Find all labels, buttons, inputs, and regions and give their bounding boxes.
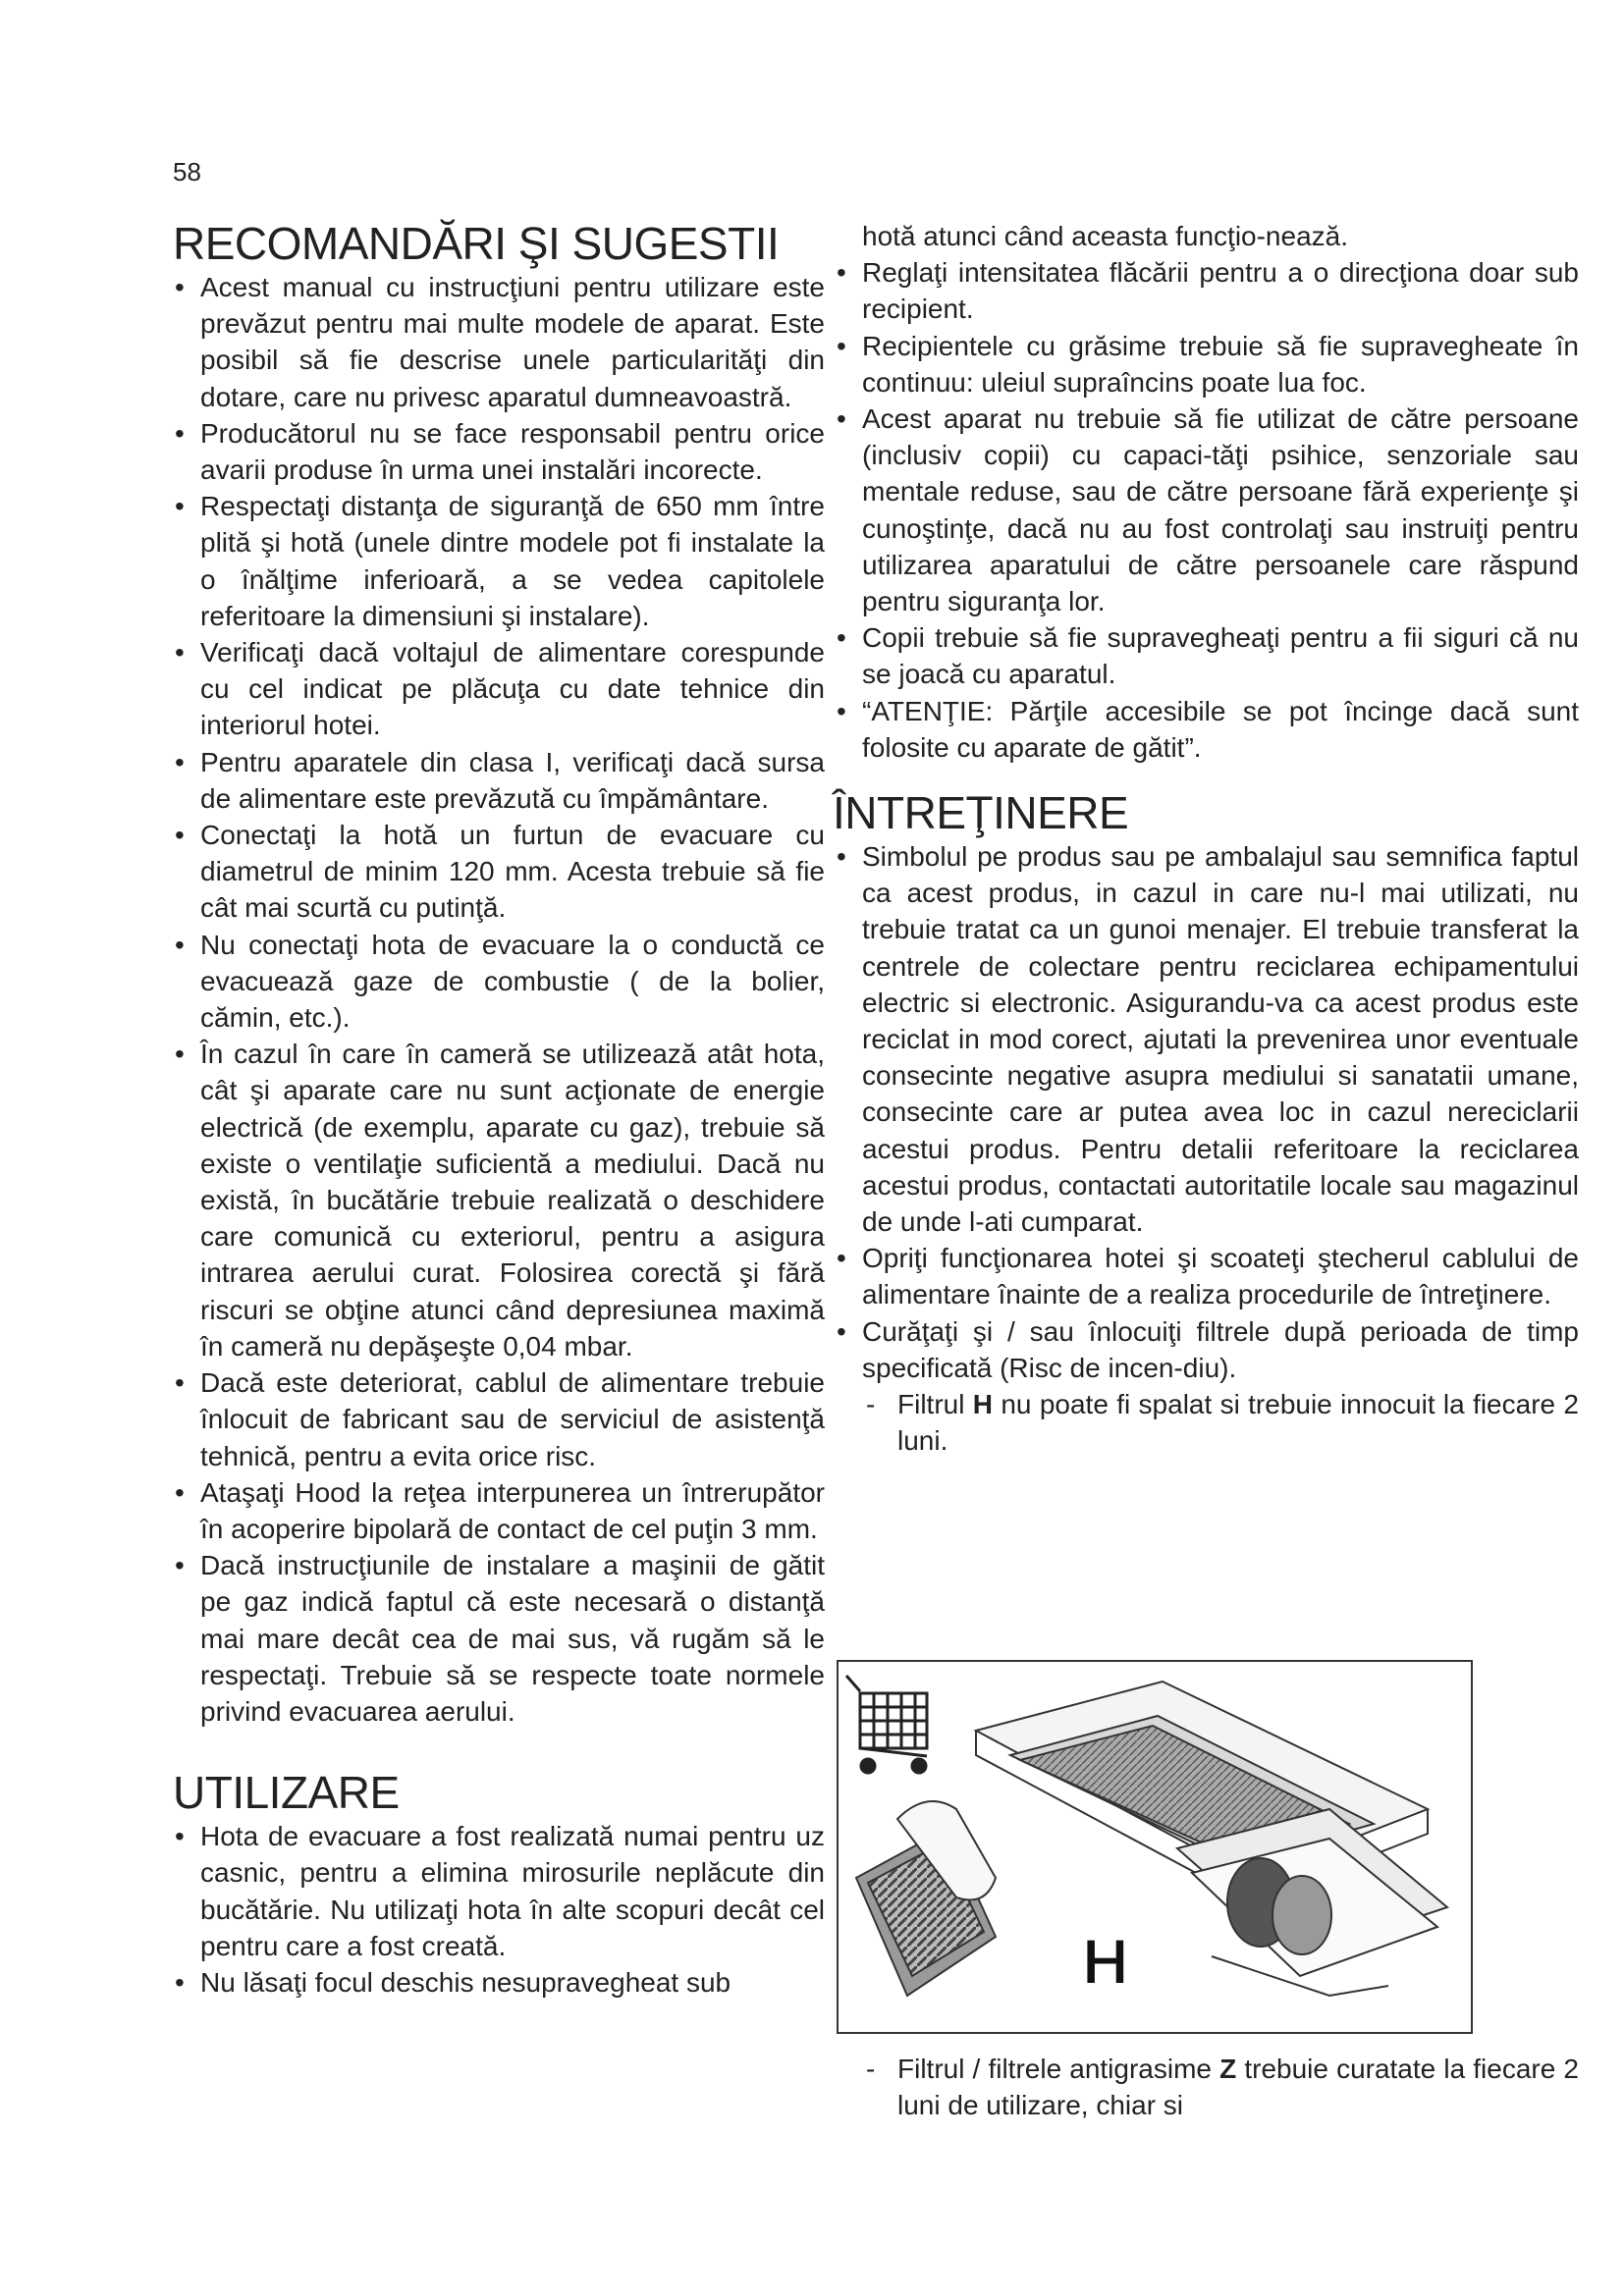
hood-filter-drawing xyxy=(839,1662,1471,2032)
figure-label-h: H xyxy=(1082,1925,1129,1998)
list-item: • Opriţi funcţionarea hotei şi scoateţi ştecherul cablului de alimentare înainte de a realiza procedurile de întreţinere. xyxy=(835,1240,1579,1312)
filter-h-note: - Filtrul H nu poate fi spalat si trebuie innocuit la fiecare 2 luni. xyxy=(835,1386,1579,1459)
list-item: • Nu lăsaţi focul deschis nesupravegheat sub xyxy=(173,1964,825,2001)
list-item: • Pentru aparatele din clasa I, verificaţi dacă sursa de alimentare este prevăzută cu împământare. xyxy=(173,744,825,817)
list-item: • Simbolul pe produs sau pe ambalajul sau semnifica faptul ca acest produs, in cazul in care nu-l mai utilizati, nu trebuie tratat ca un gunoi menajer. El trebuie transferat la centrele de colectare pentru reciclarea echipamentului electric si electronic. Asigurandu-va ca acest produs este reciclat in mod corect, ajutati la prevenirea unor eventuale consecinte negative asupra mediului si sanatatii umane, consecinte care ar putea avea loc in cazul nereciclarii acestui produs. Pentru detalii referitoare la reciclarea acestui produs, contactati autoritatile locale sau magazinul de unde l-ati cumparat. xyxy=(835,838,1579,1240)
list-item: • Recipientele cu grăsime trebuie să fie supravegheate în continuu: uleiul supraîncins poate lua foc. xyxy=(835,328,1579,400)
list-item: • “ATENŢIE: Părţile accesibile se pot încinge dacă sunt folosite cu aparate de gătit”. xyxy=(835,693,1579,766)
recommendations-list xyxy=(173,269,825,1730)
filter-z-block xyxy=(835,2051,1579,2123)
right-column xyxy=(835,218,1579,1460)
list-item: • Curăţaţi şi / sau înlocuiţi filtrele după perioada de timp specificată (Risc de incen-diu). xyxy=(835,1313,1579,1386)
filter-illustration xyxy=(837,1660,1473,2034)
list-item: • Dacă instrucţiunile de instalare a maşinii de gătit pe gaz indică faptul că este necesară o distanţă mai mare decât cea de mai sus, vă rugăm să le respectaţi. Trebuie să se respecte toate normele privind evacuarea aerului. xyxy=(173,1547,825,1730)
list-item: • Copii trebuie să fie supravegheaţi pentru a fii siguri că nu se joacă cu aparatul. xyxy=(835,619,1579,692)
heading-usage: UTILIZARE xyxy=(173,1767,400,1819)
list-item: • Dacă este deteriorat, cablul de alimentare trebuie înlocuit de fabricant sau de serviciul de asistenţă tehnică, pentru a evita orice risc. xyxy=(173,1364,825,1474)
crossed-bin-icon xyxy=(846,1676,927,1773)
list-item: • Acest aparat nu trebuie să fie utilizat de către persoane (inclusiv copii) cu capaci-tăţi psihice, senzoriale sau mentale reduse, sau de către persoane fără experienţe şi cunoştinţe, dacă nu au fost controlaţi sau instruiţi pentru utilizarea aparatului de către persoanele care răspund pentru siguranţa lor. xyxy=(835,400,1579,619)
left-column xyxy=(173,218,825,2001)
heading-recommendations: RECOMANDĂRI ŞI SUGESTII xyxy=(173,218,780,269)
page-number: 58 xyxy=(173,157,201,187)
list-item: • Ataşaţi Hood la reţea interpunerea un întrerupător în acoperire bipolară de contact de cel puţin 3 mm. xyxy=(173,1474,825,1547)
continued-text: hotă atunci când aceasta funcţio-nează. xyxy=(862,221,1349,251)
list-item: • În cazul în care în cameră se utilizează atât hota, cât şi aparate care nu sunt acţionate de energie electrică (de exemplu, aparate cu gaz), trebuie să existe o ventilaţie suficientă a mediului. Dacă nu există, în bucătărie trebuie realizată o deschidere care comunică cu exteriorul, pentru a asigura intrarea aerului curat. Folosirea corectă şi fără riscuri se obţine atunci când depresiunea maximă în cameră nu depăşeşte 0,04 mbar. xyxy=(173,1036,825,1364)
list-item: • Conectaţi la hotă un furtun de evacuare cu diametrul de minim 120 mm. Acesta trebuie să fie cât mai scurtă cu putinţă. xyxy=(173,817,825,927)
list-item: • Nu conectaţi hota de evacuare la o conductă ce evacuează gaze de combustie ( de la bolier, cămin, etc.). xyxy=(173,927,825,1037)
maintenance-list xyxy=(835,838,1579,1459)
usage-list-continued xyxy=(835,254,1579,766)
list-item: • Reglaţi intensitatea flăcării pentru a o direcţiona doar sub recipient. xyxy=(835,254,1579,327)
list-item: • Verificaţi dacă voltajul de alimentare corespunde cu cel indicat pe plăcuţa cu date tehnice din interiorul hotei. xyxy=(173,634,825,744)
usage-list xyxy=(173,1818,825,2001)
list-item: • Respectaţi distanţa de siguranţă de 650 mm între plită şi hotă (unele dintre modele pot fi instalate la o înălţime inferioară, a se vedea capitolele referitoare la dimensiuni şi instalare). xyxy=(173,488,825,634)
heading-maintenance: ÎNTREŢINERE xyxy=(833,787,1129,839)
filter-z-note: - Filtrul / filtrele antigrasime Z trebuie curatate la fiecare 2 luni de utilizare, chiar si xyxy=(835,2051,1579,2123)
list-item: • Acest manual cu instrucţiuni pentru utilizare este prevăzut pentru mai multe modele de aparat. Este posibil să fie descrise unele particularităţi din dotare, care nu privesc aparatul dumneavoastră. xyxy=(173,269,825,415)
list-item: • Hota de evacuare a fost realizată numai pentru uz casnic, pentru a elimina mirosurile neplăcute din bucătărie. Nu utilizaţi hota în alte scopuri decât cel pentru care a fost creată. xyxy=(173,1818,825,1964)
list-item: • Producătorul nu se face responsabil pentru orice avarii produse în urma unei instalări incorecte. xyxy=(173,415,825,488)
